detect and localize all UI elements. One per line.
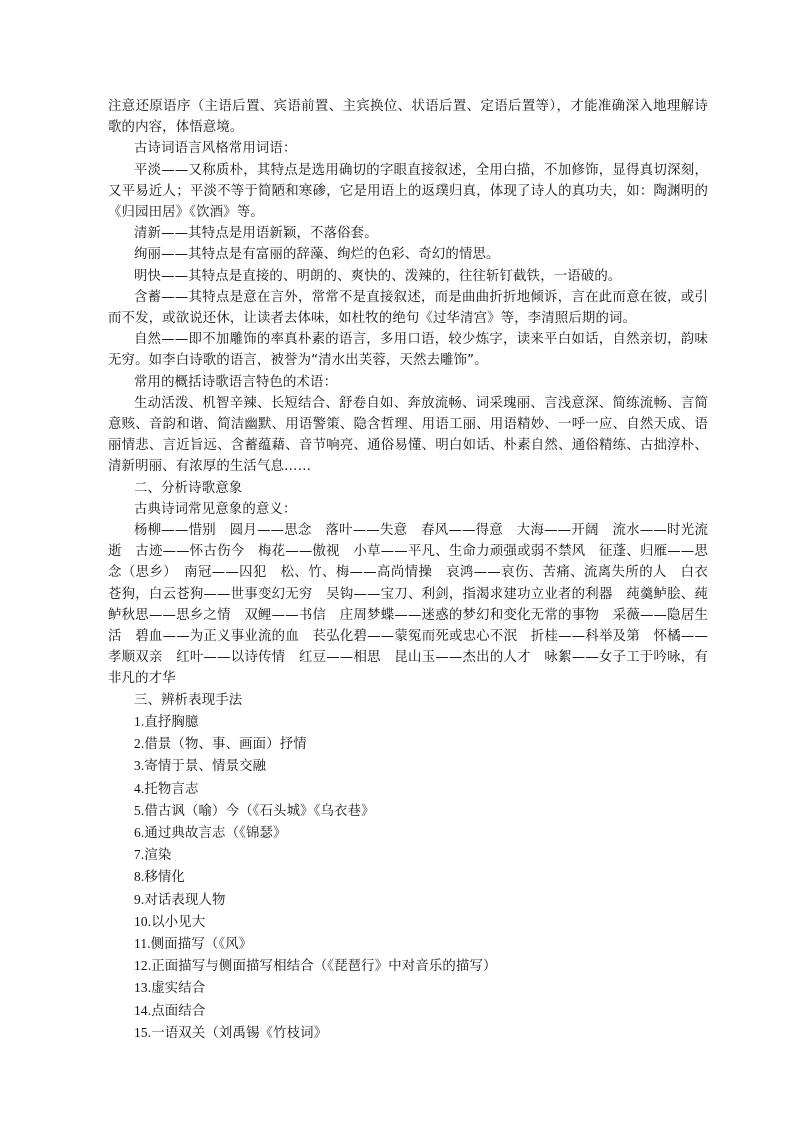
list-item: 6.通过典故言志（《锦瑟》 [134,824,287,841]
imagery-list: 杨柳——惜别 圆月——思念 落叶——失意 春风——得意 大海——开阔 流水——时光流逝 古迹——怀古伤今 梅花——傲视 小草——平凡、生命力顽强或弱不禁风 征蓬、归雁——思念（思乡） 南冠——囚犯 松、竹、梅——高尚情操 哀鸿——哀伤、苦痛、流离失所的人 白衣苍狗，白云苍狗——世事变幻无穷 吴钩——宝刀、利剑，指渴求建功立业者的利器 莼羹鲈脍、莼鲈秋思——思乡之情 双鲤——书信 庄周梦蝶——迷惑的梦幻和变化无常的事物 采薇——隐居生活 碧血——为正义事业流的血 苌弘化碧——蒙冤而死或忠心不泯 折桂——科举及第 怀橘——孝顺双亲 红叶——以诗传情 红豆——相思 昆山玉——杰出的人才 咏絮——女子工于吟咏，有非凡的才华 [108,523,708,687]
style-lively-paragraph: 明快——其特点是直接的、明朗的、爽快的、泼辣的，往往斩钉截铁，一语破的。 [134,268,622,284]
list-item: 1.直抒胸臆 [134,713,199,730]
list-item: 4.托物言志 [134,780,199,797]
language-terms-list: 生动活泼、机智辛辣、长短结合、舒卷自如、奔放流畅、词采瑰丽、言浅意深、简练流畅、言简意赅、音韵和谐、简洁幽默、用语警策、隐含哲理、用语工丽、用语精妙、一呼一应、自然天成、语丽情悲、言近旨远、含蓄蕴藉、音节响亮、通俗易懂、明白如话、朴素自然、通俗精练、古拙淳朴、清新明丽、有浓厚的生活气息…… [108,395,708,475]
list-item: 12.正面描写与侧面描写相结合（《琵琶行》中对音乐的描写） [134,958,497,975]
list-item: 13.虚实结合 [134,980,206,997]
style-plain-paragraph: 平淡——又称质朴，其特点是选用确切的字眼直接叙述，全用白描，不加修饰，显得真切深刻，又平易近人；平淡不等于简陋和寒碜，它是用语上的返璞归真，体现了诗人的真功夫，如：陶渊明的《归园田居》《饮酒》等。 [108,162,708,221]
list-item: 10.以小见大 [134,913,206,930]
style-subtle-paragraph: 含蓄——其特点是意在言外，常常不是直接叙述，而是曲曲折折地倾诉，言在此而意在彼，或引而不发，或欲说还休，让读者去体味，如杜牧的绝句《过华清宫》等，李清照后期的词。 [108,289,708,327]
style-ornate-paragraph: 绚丽——其特点是有富丽的辞藻、绚烂的色彩、奇幻的情思。 [134,247,500,263]
list-item: 5.借古讽（喻）今（《石头城》《乌衣巷》 [134,802,375,819]
list-item: 2.借景（物、事、画面）抒情 [134,736,307,753]
imagery-heading: 古典诗词常见意象的意义： [134,501,297,517]
list-item: 3.寄情于景、情景交融 [134,758,267,775]
word-order-paragraph: 注意还原语序（主语后置、宾语前置、主宾换位、状语后置、定语后置等），才能准确深入地理解诗歌的内容，体悟意境。 [108,99,708,136]
document-page [108,96,708,1044]
language-terms-heading: 常用的概括诗歌语言特色的术语： [134,374,338,390]
style-fresh-paragraph: 清新——其特点是用语新颖，不落俗套。 [134,226,378,242]
techniques-list [108,711,708,1044]
style-terms-heading: 古诗词语言风格常用词语： [134,141,297,157]
list-item: 7.渲染 [134,847,172,864]
style-natural-paragraph: 自然——即不加雕饰的率真朴素的语言，多用口语，较少炼字，读来平白如话，自然亲切，韵味无穷。如李白诗歌的语言，被誉为“清水出芙蓉，天然去雕饰”。 [108,332,708,369]
section-two-heading: 二、分析诗歌意象 [134,480,243,496]
list-item: 11.侧面描写（《风》 [134,935,253,952]
list-item: 14.点面结合 [134,1002,206,1019]
section-three-heading: 三、辨析表现手法 [134,692,243,708]
list-item: 9.对话表现人物 [134,891,226,908]
list-item: 8.移情化 [134,869,185,886]
list-item: 15.一语双关（刘禹锡《竹枝词》 [134,1024,328,1041]
